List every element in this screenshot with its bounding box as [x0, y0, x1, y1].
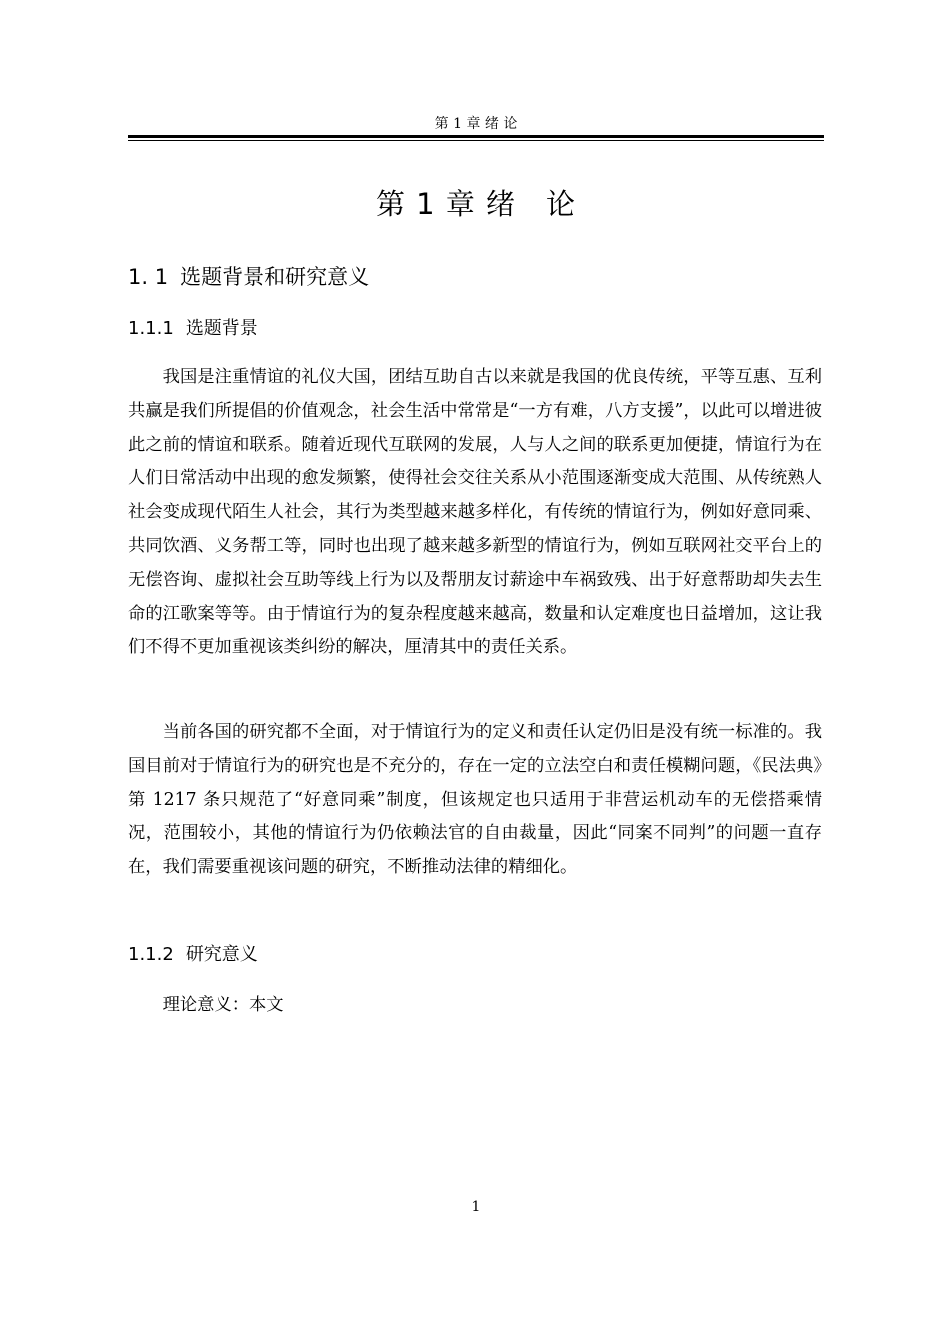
running-header: 第 1 章 绪 论 — [434, 116, 518, 132]
section-heading — [128, 262, 369, 292]
section-title: 选题背景和研究意义 — [180, 265, 370, 289]
header-rule-thick — [128, 135, 824, 138]
chapter-title: 第 1 章 绪 论 — [375, 187, 577, 221]
subsection-number: 1.1.1 — [128, 318, 174, 339]
paragraph-significance: 理论意义：本文 — [162, 995, 284, 1015]
paragraph-background-1: 我国是注重情谊的礼仪大国，团结互助自古以来就是我国的优良传统，平等互惠、互利共赢是我们所提倡的价值观念，社会生活中常常是“一方有难，八方支援”，以此可以增进彼此之前的情谊和联系。随着近现代互联网的发展，人与人之间的联系更加便捷，情谊行为在人们日常活动中出现的愈发频繁，使得社会交往关系从小范围逐渐变成大范围、从传统熟人社会变成现代陌生人社会，其行为类型越来越多样化，有传统的情谊行为，例如好意同乘、共同饮酒、义务帮工等，同时也出现了越来越多新型的情谊行为，例如互联网社交平台上的无偿咨询、虚拟社会互助等线上行为以及帮朋友讨薪途中车祸致残、出于好意帮助却失去生命的江歌案等等。由于情谊行为的复杂程度越来越高，数量和认定难度也日益增加，这让我们不得不更加重视该类纠纷的解决，厘清其中的责任关系。 — [128, 367, 822, 658]
page-number: 1 — [471, 1199, 481, 1215]
section-number: 1. 1 — [128, 265, 169, 289]
subsection-title: 研究意义 — [185, 944, 258, 965]
subsection-heading-background — [128, 316, 258, 342]
header-rule-thin — [128, 140, 824, 141]
paragraph-background-2: 当前各国的研究都不全面，对于情谊行为的定义和责任认定仍旧是没有统一标准的。我国目前对于情谊行为的研究也是不充分的，存在一定的立法空白和责任模糊问题，《民法典》第 1217 条只规范了“好意同乘”制度，但该规定也只适用于非营运机动车的无偿搭乘情况，范围较小，其他的情谊行为仍依赖法官的自由裁量，因此“同案不同判”的问题一直存在，我们需要重视该问题的研究，不断推动法律的精细化。 — [128, 722, 822, 878]
subsection-number: 1.1.2 — [128, 944, 174, 965]
subsection-heading-significance — [128, 942, 258, 968]
subsection-title: 选题背景 — [185, 318, 258, 339]
